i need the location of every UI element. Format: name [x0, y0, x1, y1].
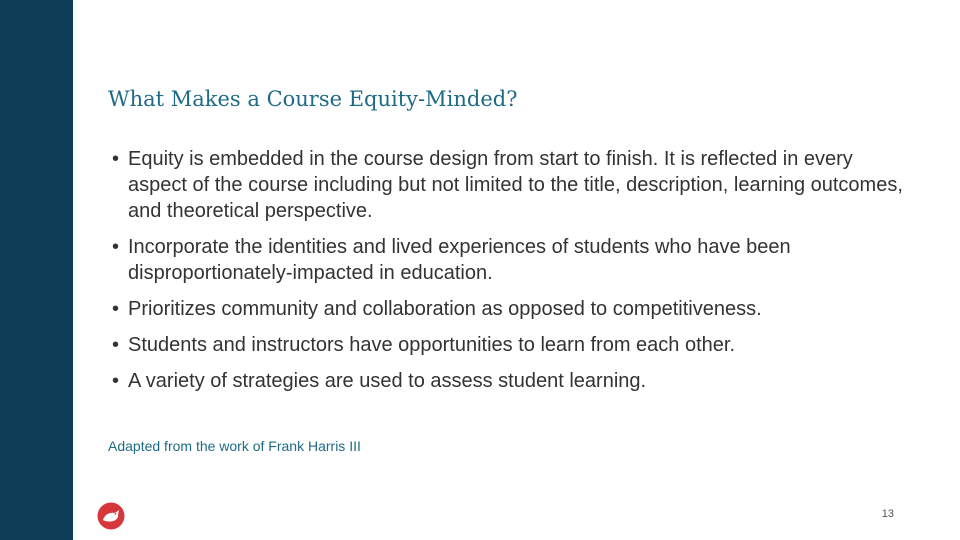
attribution-note: Adapted from the work of Frank Harris III [108, 438, 361, 454]
page-number: 13 [881, 508, 894, 520]
left-sidebar-band [0, 0, 73, 540]
bullet-text: A variety of strategies are used to assess student learning. [128, 370, 647, 392]
bullet-item [108, 146, 908, 224]
bullet-list [108, 146, 908, 404]
bullet-marker: • [112, 370, 120, 392]
bullet-marker: • [112, 148, 120, 170]
bullet-item [108, 368, 908, 394]
bullet-text: Equity is embedded in the course design from start to finish. It is reflected in every aspect of the course including but not limited to the title, description, learning outcomes, and theoretical perspective. [128, 148, 903, 222]
red-bird-logo-icon [97, 502, 125, 530]
bullet-marker: • [112, 334, 120, 356]
bullet-item [108, 332, 908, 358]
bullet-text: Incorporate the identities and lived experiences of students who have been disproportionately-impacted in education. [128, 236, 791, 284]
bullet-item [108, 234, 908, 286]
bullet-marker: • [112, 236, 120, 258]
bullet-text: Prioritizes community and collaboration as opposed to competitiveness. [128, 298, 762, 320]
bullet-text: Students and instructors have opportunities to learn from each other. [128, 334, 736, 356]
slide-title: What Makes a Course Equity-Minded? [108, 87, 518, 111]
bullet-marker: • [112, 298, 120, 320]
bullet-item [108, 296, 908, 322]
